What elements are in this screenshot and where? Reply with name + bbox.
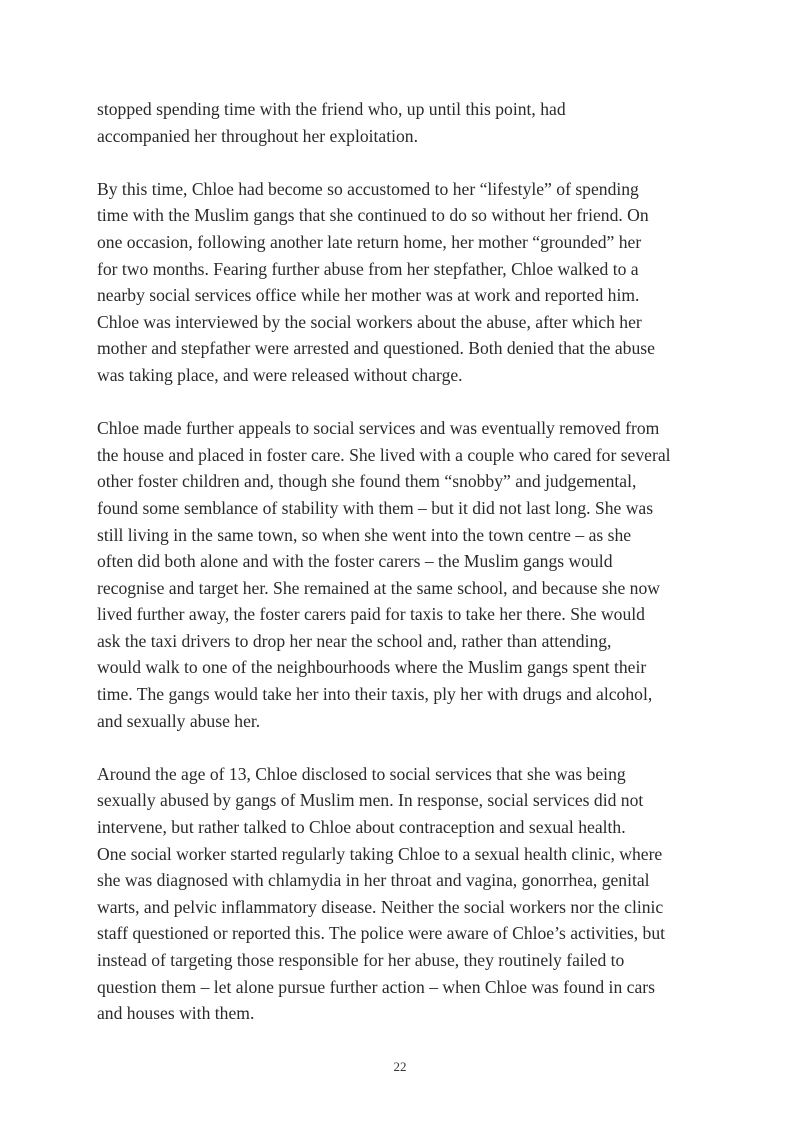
text-line: warts, and pelvic inflammatory disease. Neither the social workers nor the clinic <box>97 896 664 917</box>
text-line: sexually abused by gangs of Muslim men. In response, social services did not <box>97 790 644 811</box>
text-line: accompanied her throughout her exploitation. <box>97 125 418 146</box>
text-line: time. The gangs would take her into their taxis, ply her with drugs and alcohol, <box>97 684 653 705</box>
text-line: she was diagnosed with chlamydia in her throat and vagina, gonorrhea, genital <box>97 870 650 891</box>
paragraph-1 <box>97 96 709 149</box>
text-line: time with the Muslim gangs that she continued to do so without her friend. On <box>97 205 649 226</box>
text-line: One social worker started regularly taking Chloe to a sexual health clinic, where <box>97 843 663 864</box>
paragraph-4 <box>97 761 709 1027</box>
text-line: for two months. Fearing further abuse from her stepfather, Chloe walked to a <box>97 258 639 279</box>
text-line: Around the age of 13, Chloe disclosed to social services that she was being <box>97 763 626 784</box>
text-line: one occasion, following another late return home, her mother “grounded” her <box>97 231 642 252</box>
text-line: nearby social services office while her mother was at work and reported him. <box>97 285 640 306</box>
text-line: often did both alone and with the foster carers – the Muslim gangs would <box>97 551 613 572</box>
text-line: lived further away, the foster carers paid for taxis to take her there. She would <box>97 604 645 625</box>
text-line: ask the taxi drivers to drop her near the school and, rather than attending, <box>97 630 612 651</box>
page-number: 22 <box>393 1059 407 1074</box>
text-line: Chloe made further appeals to social services and was eventually removed from <box>97 418 660 439</box>
body-text <box>97 96 709 1053</box>
text-line: would walk to one of the neighbourhoods where the Muslim gangs spent their <box>97 657 647 678</box>
text-line: was taking place, and were released without charge. <box>97 364 463 385</box>
text-line: question them – let alone pursue further action – when Chloe was found in cars <box>97 976 655 997</box>
text-line: instead of targeting those responsible for her abuse, they routinely failed to <box>97 950 625 970</box>
text-line: staff questioned or reported this. The police were aware of Chloe’s activities, but <box>97 923 666 944</box>
text-line: mother and stepfather were arrested and questioned. Both denied that the abuse <box>97 338 655 359</box>
text-line: intervene, but rather talked to Chloe about contraception and sexual health. <box>97 817 626 838</box>
text-line: still living in the same town, so when she went into the town centre – as she <box>97 524 632 545</box>
text-line: and sexually abuse her. <box>97 710 261 731</box>
text-line: the house and placed in foster care. She lived with a couple who cared for several <box>97 444 671 465</box>
text-line: By this time, Chloe had become so accustomed to her “lifestyle” of spending <box>97 178 639 199</box>
text-line: found some semblance of stability with them – but it did not last long. She was <box>97 497 654 518</box>
text-line: recognise and target her. She remained at the same school, and because she now <box>97 577 660 598</box>
paragraph-3 <box>97 415 709 734</box>
text-line: other foster children and, though she found them “snobby” and judgemental, <box>97 471 637 492</box>
text-line: and houses with them. <box>97 1003 255 1024</box>
paragraph-2 <box>97 176 709 389</box>
text-line: Chloe was interviewed by the social workers about the abuse, after which her <box>97 311 642 332</box>
text-line: stopped spending time with the friend who, up until this point, had <box>97 99 566 119</box>
